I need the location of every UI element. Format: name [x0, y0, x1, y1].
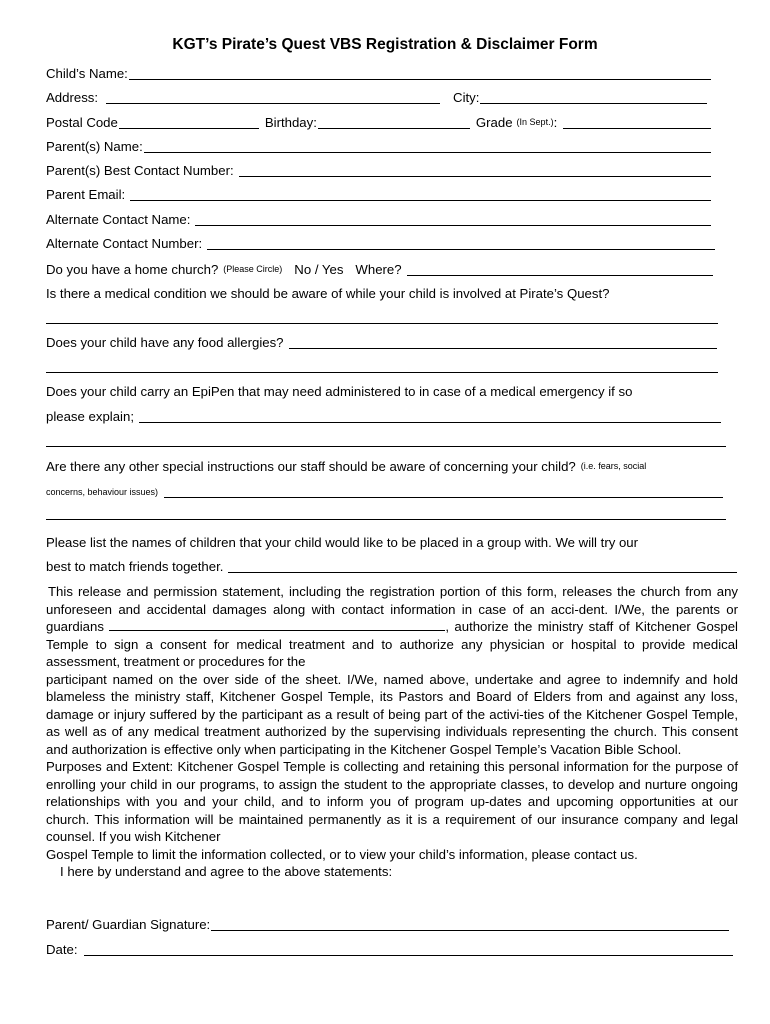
special-note-row [46, 484, 724, 500]
parent-email-row [46, 187, 712, 203]
release-text-3: participant named on the over side of the sheet. I/We, named above, undertake and agree to indemnify and hold blameless the ministry staff, Kitchener Gospel Temple, its Pastors and Board of Elders from and against any loss, damage or injury suffered by the participant as a result of being part of the activi-ties of the Kitchener Gospel Temple, as well as of any medical treatment authorized by the supervising individuals representing the church. This consent and authorization is effective only when participating in the Kitchener Gospel Temple’s Vacation Bible School. [46, 671, 738, 757]
epipen-answer-line[interactable] [46, 446, 726, 447]
birthday-label: Birthday: [264, 115, 317, 130]
postal-code-label: Postal Code [46, 115, 118, 130]
form-title: KGT’s Pirate’s Quest VBS Registration & Disclaimer Form [172, 36, 598, 53]
alt-contact-name-field[interactable] [195, 212, 711, 226]
grade-label: Grade [475, 115, 513, 130]
grade-field[interactable] [563, 115, 711, 129]
special-answer-line[interactable] [46, 519, 726, 520]
special-field[interactable] [164, 484, 723, 498]
please-explain-label: please explain; [46, 409, 134, 424]
medical-question-label: Is there a medical condition we should be aware of while your child is involved at Pirate’s Quest? [46, 286, 610, 301]
address-label: Address: [46, 90, 99, 105]
epipen-question [46, 384, 632, 400]
alt-contact-number-field[interactable] [207, 236, 715, 250]
epipen-question-label: Does your child carry an EpiPen that may need administered to in case of a medical emergency if so [46, 384, 633, 399]
city-label: City: [453, 90, 480, 105]
epipen-field[interactable] [139, 409, 721, 423]
date-row [46, 942, 734, 958]
date-label: Date: [46, 942, 78, 957]
parent-email-field[interactable] [130, 187, 711, 201]
release-text-1: This release and permission statement, including the registration portion of this form, releases the church from any unforeseen and accidental damages along with contact information in case of an acci-dent. I/We, the parents or guardians [46, 584, 738, 634]
allergies-field[interactable] [289, 335, 717, 349]
home-church-field[interactable] [407, 262, 713, 276]
please-circle-note: (Please Circle) [223, 264, 283, 274]
purposes-text-2: Gospel Temple to limit the information collected, or to view your child’s information, please contact us. [46, 846, 638, 862]
release-statement [46, 583, 738, 881]
purposes-text: Purposes and Extent: Kitchener Gospel Temple is collecting and retaining this personal information for the purpose of enrolling your child in our programs, to assign the student to the appropriate classes, to develop and nurture ongoing relationships with you and your child, and to inform you of program up-dates and upcoming opportunities at our church. This information will be maintained permanently as it is a requirement of our insurance company and legal counsel. If you wish Kitchener [46, 759, 738, 844]
allergies-answer-line[interactable] [46, 372, 718, 373]
parents-name-row [46, 139, 712, 155]
friends-row [46, 559, 738, 575]
medical-answer-line[interactable] [46, 323, 718, 324]
please-explain-row [46, 409, 722, 425]
address-row [46, 90, 708, 106]
guardian-name-field[interactable] [109, 619, 445, 631]
where-label: Where? [355, 262, 402, 277]
special-note: (i.e. fears, social [580, 461, 647, 471]
special-question-label: Are there any other special instructions our staff should be aware of concerning your child? [46, 459, 576, 474]
child-name-row [46, 66, 712, 82]
no-yes-option[interactable]: No / Yes [294, 262, 344, 277]
special-note-2: concerns, behaviour issues) [46, 487, 159, 497]
parents-contact-label: Parent(s) Best Contact Number: [46, 163, 234, 178]
release-text-2: , authorize the ministry staff of Kitchener Gospel Temple to sign a consent for medical treatment and to authorize any physician or hospital to provide medical assessment, treatment or procedures for the [46, 619, 738, 669]
alt-contact-number-label: Alternate Contact Number: [46, 236, 203, 251]
grade-note: (In Sept.) [516, 117, 554, 127]
agree-text: I here by understand and agree to the above statements: [60, 864, 393, 879]
postal-code-field[interactable] [119, 115, 259, 129]
parents-contact-field[interactable] [239, 163, 711, 177]
signature-field[interactable] [211, 917, 729, 931]
parents-name-label: Parent(s) Name: [46, 139, 143, 154]
friends-field[interactable] [228, 559, 737, 573]
birthday-field[interactable] [318, 115, 470, 129]
alt-contact-name-label: Alternate Contact Name: [46, 212, 191, 227]
date-field[interactable] [84, 942, 733, 956]
parents-contact-row [46, 163, 712, 179]
child-name-label: Child’s Name: [46, 66, 128, 81]
child-name-field[interactable] [129, 66, 711, 80]
allergies-row [46, 335, 718, 351]
parent-email-label: Parent Email: [46, 187, 126, 202]
alt-contact-name-row [46, 212, 712, 228]
signature-row [46, 917, 730, 933]
parents-name-field[interactable] [144, 139, 711, 153]
special-question [46, 458, 646, 475]
address-field[interactable] [106, 90, 440, 104]
friends-question-label-2: best to match friends together. [46, 559, 224, 574]
medical-question [46, 286, 609, 302]
city-field[interactable] [480, 90, 707, 104]
friends-question [46, 535, 638, 551]
home-church-label: Do you have a home church? [46, 262, 219, 277]
signature-label: Parent/ Guardian Signature: [46, 917, 211, 932]
grade-colon: : [553, 115, 558, 130]
home-church-row [46, 261, 714, 278]
alt-contact-number-row [46, 236, 716, 252]
postal-row [46, 114, 712, 131]
friends-question-label: Please list the names of children that your child would like to be placed in a group with. We will try our [46, 535, 639, 550]
allergies-label: Does your child have any food allergies? [46, 335, 284, 350]
